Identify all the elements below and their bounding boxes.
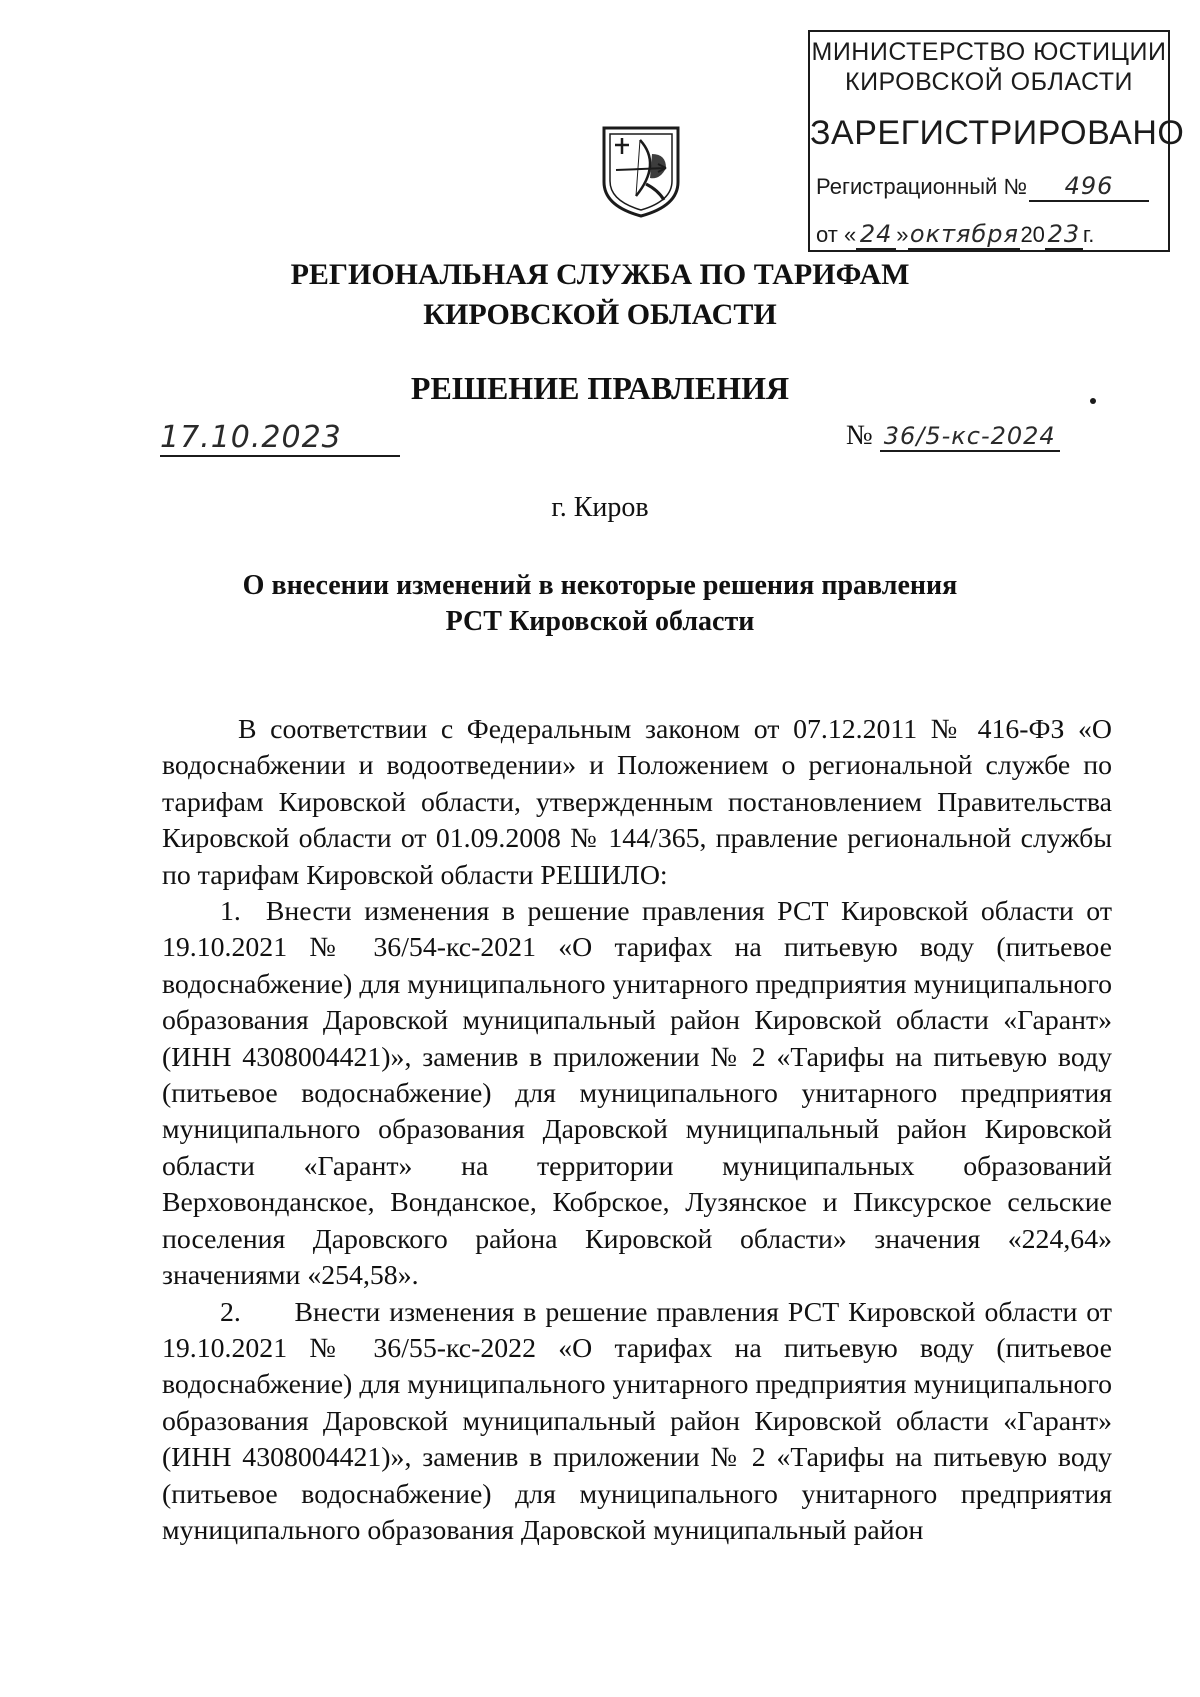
item-1 <box>162 894 1112 1294</box>
stamp-date-mid: » <box>896 222 909 247</box>
city: г. Киров <box>551 492 649 523</box>
intro-paragraph: В соответствии с Федеральным законом от 07.12.2011 № 416-ФЗ «О водоснабжении и водоотведении» и Положением о региональной службе по тарифам Кировской области, утвержденным постановлением Правительства Кировской области от 01.09.2008 № 144/365, правление региональной службы по тарифам Кировской области РЕШИЛО: <box>162 714 1112 891</box>
stamp-ministry: МИНИСТЕРСТВО ЮСТИЦИИ <box>811 38 1167 66</box>
stamp-date-row <box>816 220 1094 250</box>
stamp-year-end: г. <box>1082 222 1095 247</box>
stamp-date-prefix: от « <box>816 222 857 247</box>
organization-name-line1: РЕГИОНАЛЬНАЯ СЛУЖБА ПО ТАРИФАМ <box>290 258 910 291</box>
stamp-region: КИРОВСКОЙ ОБЛАСТИ <box>845 68 1133 96</box>
stamp-year-prefix: 20 <box>1020 222 1045 247</box>
item-2 <box>162 1295 1112 1550</box>
document-number-row <box>846 420 1060 452</box>
stamp-registered: ЗАРЕГИСТРИРОВАНО <box>810 114 1185 152</box>
document-number-label: № <box>846 420 873 451</box>
item-1-number: 1. <box>220 896 241 928</box>
stamp-registration-number-row <box>816 172 1149 202</box>
stamp-month: октября <box>909 220 1019 248</box>
organization-name-line2: КИРОВСКОЙ ОБЛАСТИ <box>423 298 777 331</box>
stamp-reg-label: Регистрационный № <box>816 174 1028 199</box>
stamp-reg-number: 496 <box>1029 172 1149 202</box>
stray-dot <box>1090 398 1096 404</box>
stamp-day: 24 <box>856 220 896 250</box>
document-number: 36/5-кс-2024 <box>880 422 1060 452</box>
item-1-text: Внести изменения в решение правления РСТ Кировской области от 19.10.2021 № 36/54-кс-2021 «О тарифах на питьевую воду (питьевое водоснабжение) для муниципального унитарного предприятия муниципального образования Даровской муниципальный район Кировской области «Гарант» (ИНН 4308004421)», заменив в приложении № 2 «Тарифы на питьевую воду (питьевое водоснабжение) для муниципального унитарного предприятия муниципального образования Даровской муниципальный район Кировской области «Гарант» на территории муниципальных образований Верховонданское, Вонданское, Кобрское, Лузянское и Пиксурское сельские поселения Даровского района Кировской области» значения «224,64» значениями «254,58». <box>162 896 1112 1292</box>
item-2-number: 2. <box>220 1296 241 1328</box>
document-body <box>162 712 1112 1549</box>
stamp-year-suffix: 23 <box>1045 220 1083 250</box>
registration-stamp <box>808 30 1185 252</box>
document-date: 17.10.2023 <box>160 420 400 457</box>
subject-line1: О внесении изменений в некоторые решения правления <box>242 570 958 601</box>
subject-line2: РСТ Кировской области <box>445 606 755 637</box>
coat-of-arms-icon <box>600 124 682 218</box>
item-2-text: Внести изменения в решение правления РСТ Кировской области от 19.10.2021 № 36/55-кс-2022 «О тарифах на питьевую воду (питьевое водоснабжение) для муниципального унитарного предприятия муниципального образования Даровской муниципальный район Кировской области «Гарант» (ИНН 4308004421)», заменив в приложении № 2 «Тарифы на питьевую воду (питьевое водоснабжение) для муниципального унитарного предприятия муниципального образования Даровской муниципальный район <box>162 1296 1112 1546</box>
document-type: РЕШЕНИЕ ПРАВЛЕНИЯ <box>410 370 790 406</box>
